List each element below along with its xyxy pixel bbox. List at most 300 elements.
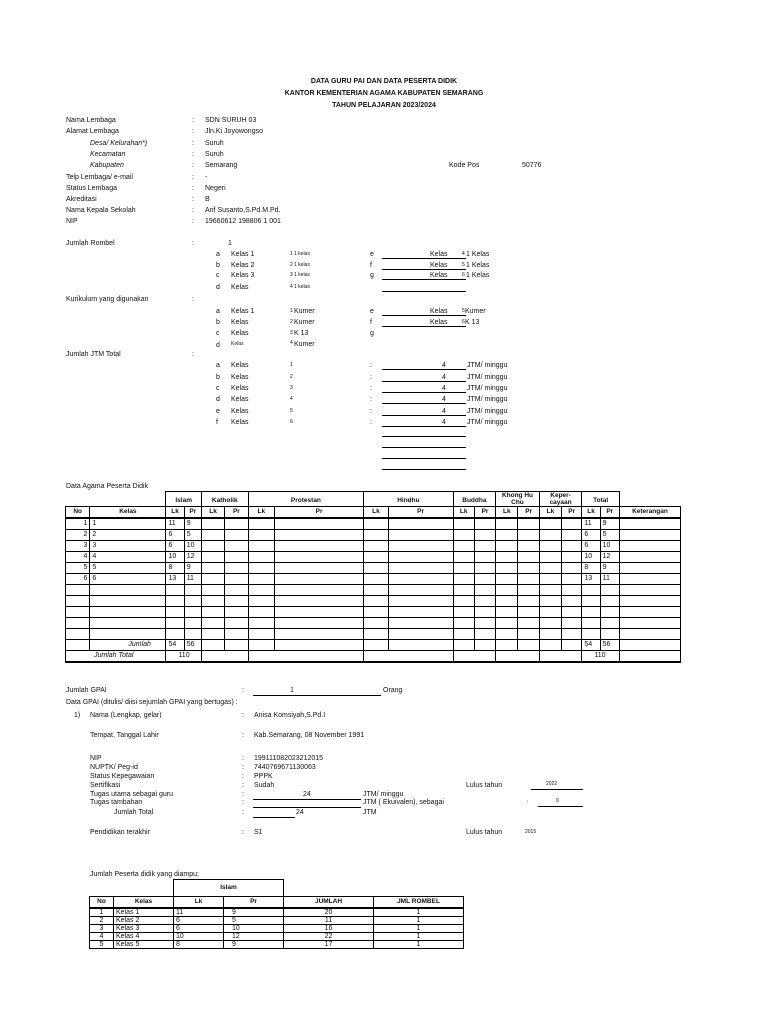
rombel-value: 1 Kelas: [466, 251, 490, 258]
row-islam-pr: 9: [184, 518, 201, 530]
colon: :: [242, 687, 244, 694]
gpai-status-label: Status Kepegawaian: [90, 773, 155, 780]
header-no: No: [66, 507, 90, 519]
row-islam-pr: 10: [184, 541, 201, 552]
identity-label: Nama Lembaga: [66, 117, 116, 124]
table-cell: [539, 585, 561, 596]
header-cell: [66, 492, 90, 507]
row-islam-pr: [184, 596, 201, 607]
table-cell: [274, 607, 363, 618]
header-protestan: [248, 492, 364, 507]
header-lk: Lk: [582, 507, 600, 519]
table-cell: [539, 574, 561, 585]
jumlah-islam-lk: 54: [166, 640, 184, 651]
jumlah-total-pr: 56: [600, 640, 619, 651]
jtm-unit: JTM/ minggu: [467, 374, 508, 381]
table-cell: [364, 618, 388, 629]
gpai-tugas-tambahan-unit: JTM ( Ekuivalen), sebagai: [363, 799, 444, 806]
row-total-pr: 10: [600, 541, 619, 552]
gpai-lulus-value: 2022: [546, 781, 558, 787]
diampu-header-row: [90, 880, 464, 897]
header-kepercayaan: [539, 492, 582, 507]
row-jumlah: 11: [284, 917, 374, 925]
row-total-lk: [582, 607, 600, 618]
table-cell: [539, 629, 561, 640]
table-cell: [496, 563, 518, 574]
identity-label: Telp Lembaga/ e-mail: [66, 174, 133, 181]
table-cell: [248, 629, 274, 640]
table-cell: [518, 530, 539, 541]
jtm-unit: JTM/ minggu: [467, 396, 508, 403]
table-cell: [562, 596, 582, 607]
table-cell: [474, 640, 495, 651]
row-lk: 11: [174, 908, 224, 917]
underline: [382, 447, 466, 448]
row-kelas: Kelas 5: [114, 941, 174, 949]
jtm-kelas: Kelas: [231, 385, 249, 392]
kurikulum-label: Kurikulum yang digunakan: [66, 296, 149, 303]
header-cell: [114, 880, 174, 897]
kurikulum-kelas: Kelas: [430, 308, 448, 315]
table-row: [66, 596, 681, 607]
kurikulum-value: Kumer: [294, 341, 315, 348]
rombel-value: 1 Kelas: [466, 272, 490, 279]
table-cell: [539, 607, 561, 618]
table-cell: [539, 541, 561, 552]
table-cell: [201, 574, 224, 585]
table-cell: [248, 552, 274, 563]
gpai-jumlah-label: Jumlah GPAI: [66, 687, 107, 694]
kurikulum-num: 3: [290, 330, 293, 336]
table-row: [66, 552, 681, 563]
table-cell: [225, 596, 248, 607]
colon: :: [192, 128, 194, 135]
table-cell: [496, 607, 518, 618]
row-lk: 6: [174, 917, 224, 925]
colon: :: [242, 829, 244, 836]
table-cell: [496, 530, 518, 541]
row-islam-pr: [184, 607, 201, 618]
table-cell: [518, 541, 539, 552]
kurikulum-value: K 13: [465, 319, 480, 326]
table-row: [66, 563, 681, 574]
jtm-kelas: Kelas: [231, 419, 249, 426]
row-pr: 9: [224, 908, 284, 917]
table-cell: [474, 574, 495, 585]
table-cell: [496, 651, 540, 663]
row-pr: 9: [224, 941, 284, 949]
rombel-value: 1 kelas: [294, 262, 310, 268]
header-buddha: [453, 492, 496, 507]
gpai-status-value: PPPK: [254, 773, 273, 780]
rombel-total: 1: [228, 240, 232, 247]
table-cell: [453, 574, 474, 585]
colon: :: [242, 764, 244, 771]
header-pr: Pr: [225, 507, 248, 519]
table-cell: [364, 596, 388, 607]
identity-value: 19660612 198806 1 001: [205, 218, 281, 225]
table-cell: [201, 629, 224, 640]
title-line-2: KANTOR KEMENTERIAN AGAMA KABUPATEN SEMARANG: [284, 90, 484, 97]
underline: [253, 799, 361, 800]
identity-value: SDN SURUH 03: [205, 117, 257, 124]
identity-value: Suruh: [205, 151, 224, 158]
gpai-jumlah-total-label: Jumlah Total: [114, 809, 154, 816]
table-row: [90, 933, 464, 941]
row-total-pr: 9: [600, 518, 619, 530]
table-cell: [388, 640, 453, 651]
gpai-jumlah-total-value: 24: [296, 809, 304, 816]
jtm-value: 4: [442, 419, 446, 426]
row-rombel: 1: [374, 925, 464, 933]
gpai-ttl-label: Tempat, Tanggal Lahir: [90, 732, 159, 739]
table-cell: [562, 552, 582, 563]
table-row: [66, 574, 681, 585]
header-pr: Pr: [518, 507, 539, 519]
row-total-lk: 11: [582, 518, 600, 530]
table-cell: [562, 585, 582, 596]
jumlah-total-total: 110: [582, 651, 620, 663]
table-cell: [225, 585, 248, 596]
diampu-title: Jumlah Peserta didik yang diampu;: [90, 871, 199, 878]
rombel-letter: e: [370, 251, 374, 258]
row-islam-pr: 12: [184, 552, 201, 563]
table-row: [66, 629, 681, 640]
gpai-jumlah-unit: Orang: [383, 687, 403, 694]
table-cell: [562, 563, 582, 574]
kurikulum-value: Kumer: [294, 319, 315, 326]
row-kelas: 5: [90, 563, 166, 574]
row-keterangan: [619, 629, 680, 640]
kurikulum-letter: d: [216, 342, 220, 349]
table-cell: [388, 530, 453, 541]
table-cell: [562, 541, 582, 552]
row-total-pr: [600, 618, 619, 629]
colon: :: [192, 196, 194, 203]
header-total: [582, 492, 620, 507]
table-cell: [201, 651, 248, 663]
header-islam: Islam: [174, 880, 284, 897]
table-cell: [539, 651, 582, 663]
gpai-sertifikasi-value: Sudah: [254, 782, 275, 789]
table-cell: [225, 629, 248, 640]
rombel-letter: f: [370, 262, 372, 269]
row-jumlah: 16: [284, 925, 374, 933]
row-keterangan: [619, 563, 680, 574]
agama-table: [65, 491, 681, 663]
table-cell: [518, 552, 539, 563]
row-kelas: [90, 596, 166, 607]
table-cell: [201, 518, 224, 530]
row-no: 2: [66, 530, 90, 541]
gpai-data-label: Data GPAI (ditulis/ diisi sejumlah GPAI yang bertugas) :: [66, 699, 238, 706]
jtm-value: 4: [442, 374, 446, 381]
header-cell: [619, 492, 680, 507]
rombel-num: 1: [290, 251, 293, 257]
table-row: [66, 618, 681, 629]
gpai-nuptk-label: NUPTK/ Peg-id: [90, 764, 138, 771]
rombel-num: 2: [290, 262, 293, 268]
rombel-num: 6: [462, 272, 465, 278]
row-kelas: 2: [90, 530, 166, 541]
table-cell: [453, 518, 474, 530]
gpai-lulus-label: Lulus tahun: [466, 782, 503, 789]
table-cell: [453, 563, 474, 574]
header-jumlah: JUMLAH: [284, 897, 374, 909]
row-kelas: [90, 618, 166, 629]
colon: :: [192, 117, 194, 124]
table-cell: [518, 585, 539, 596]
identity-value: Semarang: [205, 162, 238, 169]
table-row: [66, 518, 681, 530]
table-cell: [201, 541, 224, 552]
row-total-lk: [582, 585, 600, 596]
table-cell: [474, 530, 495, 541]
underline: [382, 269, 466, 270]
colon: :: [192, 218, 194, 225]
colon: :: [192, 162, 194, 169]
row-rombel: 1: [374, 908, 464, 917]
row-kelas: [90, 629, 166, 640]
row-no: [66, 585, 90, 596]
kurikulum-num: 6: [462, 319, 465, 325]
table-cell: [248, 574, 274, 585]
gpai-nama-value: Anisa Komsiyah,S.Pd.I: [254, 712, 326, 719]
row-kelas: 6: [90, 574, 166, 585]
table-cell: [248, 640, 274, 651]
identity-value: -: [205, 174, 208, 181]
table-cell: [539, 563, 561, 574]
row-total-lk: 6: [582, 541, 600, 552]
colon: :: [370, 396, 372, 403]
row-total-pr: 9: [600, 563, 619, 574]
gpai-nip-label: NIP: [90, 755, 102, 762]
rombel-value: 1 Kelas: [466, 262, 490, 269]
row-islam-lk: [166, 618, 184, 629]
row-kelas: Kelas 2: [114, 917, 174, 925]
rombel-kelas: Kelas: [430, 251, 448, 258]
rombel-kelas: Kelas: [231, 284, 249, 291]
underline: [382, 381, 466, 382]
rombel-num: 4: [462, 251, 465, 257]
colon: :: [370, 374, 372, 381]
kurikulum-kelas: Kelas: [231, 341, 244, 347]
row-kelas: 3: [90, 541, 166, 552]
kurikulum-letter: g: [370, 330, 374, 337]
table-cell: [248, 607, 274, 618]
underline: [382, 469, 466, 470]
colon: :: [242, 799, 244, 806]
rombel-label: Jumlah Rombel: [66, 240, 115, 247]
table-cell: [453, 607, 474, 618]
gpai-tugas-tambahan-label: Tugas tambahan: [90, 799, 143, 806]
rombel-kelas: Kelas: [430, 262, 448, 269]
kurikulum-num: 1: [290, 308, 293, 314]
header-pr: Pr: [224, 897, 284, 909]
header-lk: Lk: [539, 507, 561, 519]
gpai-no: 1): [74, 712, 81, 719]
jumlah-total-row: [66, 651, 681, 663]
row-keterangan: [619, 574, 680, 585]
table-cell: [388, 618, 453, 629]
underline: [382, 426, 466, 427]
row-kelas: Kelas 1: [114, 908, 174, 917]
table-cell: [474, 585, 495, 596]
table-cell: [364, 629, 388, 640]
header-pr: Pr: [184, 507, 201, 519]
table-cell: [619, 651, 680, 663]
row-keterangan: [619, 618, 680, 629]
identity-label: Kecamatan: [90, 151, 126, 158]
table-cell: [453, 651, 496, 663]
colon: :: [192, 207, 194, 214]
table-cell: [274, 629, 363, 640]
underline: [382, 392, 466, 393]
row-total-lk: [582, 618, 600, 629]
table-cell: [364, 640, 388, 651]
colon: :: [527, 799, 529, 805]
table-cell: [201, 640, 224, 651]
identity-label: Alamat Lembaga: [66, 128, 119, 135]
table-cell: [225, 618, 248, 629]
row-rombel: 1: [374, 941, 464, 949]
rombel-value: 1 kelas: [294, 251, 310, 257]
table-cell: [364, 530, 388, 541]
rombel-kelas: Kelas: [430, 272, 448, 279]
table-cell: [562, 607, 582, 618]
table-row: [66, 530, 681, 541]
table-cell: [364, 552, 388, 563]
row-islam-lk: 11: [166, 518, 184, 530]
table-cell: [496, 574, 518, 585]
table-cell: [518, 618, 539, 629]
colon: :: [192, 240, 194, 247]
rombel-letter: g: [370, 272, 374, 279]
row-total-lk: [582, 629, 600, 640]
jumlah-total-islam: 110: [166, 651, 201, 663]
table-cell: [201, 585, 224, 596]
gpai-tugas-utama-label: Tugas utama sebagai guru: [90, 791, 174, 798]
identity-value: Negeri: [205, 185, 226, 192]
colon: :: [370, 362, 372, 369]
header-kelas: Kelas: [90, 507, 166, 519]
header-keterangan: Keterangan: [619, 507, 680, 519]
table-cell: [474, 618, 495, 629]
row-rombel: 1: [374, 933, 464, 941]
underline: [382, 291, 466, 292]
jtm-letter: f: [216, 419, 218, 426]
row-keterangan: [619, 552, 680, 563]
table-cell: [201, 596, 224, 607]
row-rombel: 1: [374, 917, 464, 925]
row-islam-lk: 6: [166, 530, 184, 541]
underline: [382, 369, 466, 370]
table-cell: [201, 618, 224, 629]
jumlah-total-lk: 54: [582, 640, 600, 651]
jtm-unit: JTM/ minggu: [467, 419, 508, 426]
table-cell: [248, 618, 274, 629]
row-total-pr: [600, 607, 619, 618]
table-cell: [518, 607, 539, 618]
table-cell: [364, 574, 388, 585]
row-no: 4: [66, 552, 90, 563]
diampu-table-body: [90, 908, 464, 949]
header-label: Total: [593, 497, 609, 504]
gpai-lulus2-value: 2015: [525, 829, 537, 835]
underline: [253, 817, 295, 818]
table-cell: [562, 618, 582, 629]
agama-table-body: [66, 518, 681, 640]
table-cell: [225, 552, 248, 563]
header-pr: Pr: [274, 507, 363, 519]
row-islam-lk: 13: [166, 574, 184, 585]
jtm-num: 5: [290, 408, 293, 414]
colon: :: [242, 755, 244, 762]
table-cell: [225, 640, 248, 651]
table-cell: [388, 563, 453, 574]
diampu-table: [89, 879, 464, 949]
row-no: 1: [66, 518, 90, 530]
kurikulum-letter: b: [216, 319, 220, 326]
table-cell: [388, 629, 453, 640]
table-cell: [474, 563, 495, 574]
table-cell: [496, 640, 518, 651]
jtm-letter: a: [216, 362, 220, 369]
jtm-value: 4: [442, 385, 446, 392]
table-cell: [225, 563, 248, 574]
jtm-num: 6: [290, 419, 293, 425]
rombel-kelas: Kelas 3: [231, 272, 255, 279]
colon: :: [242, 732, 244, 739]
underline: [382, 279, 466, 280]
row-kelas: Kelas 3: [114, 925, 174, 933]
table-cell: [453, 552, 474, 563]
table-cell: [364, 585, 388, 596]
identity-label: Kabupaten: [90, 162, 124, 169]
row-keterangan: [619, 607, 680, 618]
table-cell: [364, 607, 388, 618]
header-cell: [284, 880, 374, 897]
table-cell: [364, 518, 388, 530]
row-jumlah: 17: [284, 941, 374, 949]
identity-label: Status Lembaga: [66, 185, 117, 192]
identity-label: NIP: [66, 218, 78, 225]
table-cell: [496, 618, 518, 629]
header-khonghucu: [496, 492, 540, 507]
table-row: [90, 941, 464, 949]
gpai-sertifikasi-label: Sertifikasi: [90, 782, 121, 789]
table-row: [66, 607, 681, 618]
table-cell: [364, 563, 388, 574]
table-cell: [225, 530, 248, 541]
jtm-kelas: Kelas: [231, 408, 249, 415]
agama-table-title: Data Agama Peserta Didik: [66, 483, 149, 490]
table-cell: [474, 607, 495, 618]
kurikulum-letter: e: [370, 308, 374, 315]
table-cell: [201, 552, 224, 563]
jumlah-row: [66, 640, 681, 651]
row-total-lk: 8: [582, 563, 600, 574]
row-islam-pr: [184, 618, 201, 629]
row-no: 1: [90, 908, 114, 917]
kurikulum-kelas: Kelas: [430, 319, 448, 326]
rombel-num: 3: [290, 272, 293, 278]
colon: :: [242, 712, 244, 719]
table-cell: [453, 629, 474, 640]
table-cell: [274, 530, 363, 541]
row-islam-lk: 10: [166, 552, 184, 563]
kurikulum-num: 5: [462, 308, 465, 314]
